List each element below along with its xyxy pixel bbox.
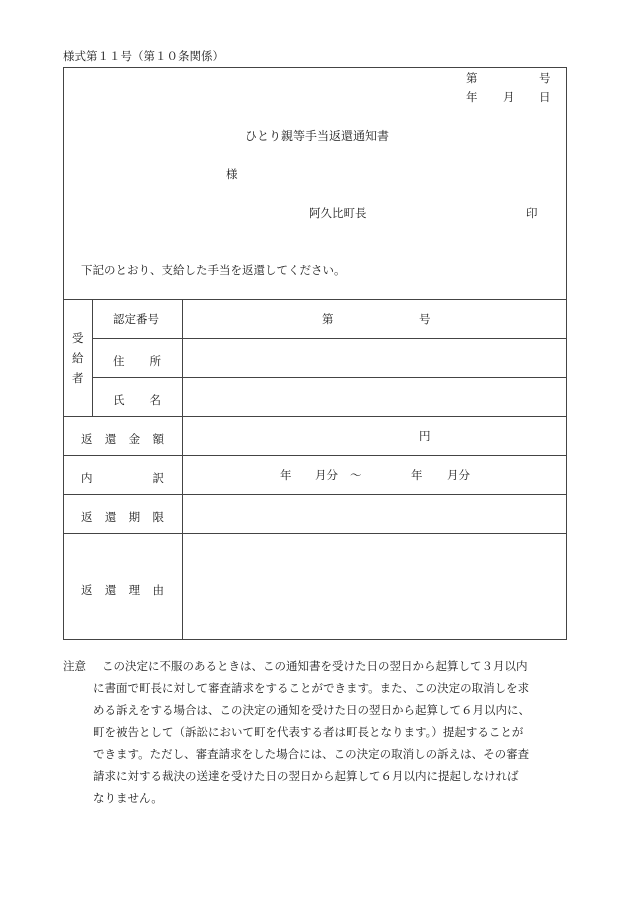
reason-label-char-2: 還 <box>104 583 117 597</box>
deadline-label-char-4: 限 <box>152 510 164 524</box>
breakdown-label-char-1: 内 <box>81 471 93 485</box>
breakdown-label <box>81 470 164 486</box>
amount-label-char-3: 金 <box>128 432 141 446</box>
amount-label <box>81 431 164 447</box>
row-line-3 <box>63 416 567 417</box>
breakdown-tilde: ～ <box>350 468 362 482</box>
breakdown-to-year: 年 <box>411 468 423 482</box>
breakdown-from-month: 月分 <box>315 468 338 482</box>
reason-label-char-4: 由 <box>152 583 164 597</box>
row-line-1 <box>92 338 567 339</box>
form-label: 様式第１１号（第１０条関係） <box>63 49 224 63</box>
notes-line-6: 請求に対する裁決の送達を受けた日の翌日から起算して６月以内に提起しなければ <box>93 769 519 783</box>
recipient-group-char-3: 者 <box>72 371 84 385</box>
reason-label-char-3: 理 <box>128 583 141 597</box>
breakdown-from-year: 年 <box>280 468 292 482</box>
deadline-label-char-1: 返 <box>81 510 93 524</box>
date-year: 年 <box>466 90 478 104</box>
address-label-char-2: 所 <box>149 354 161 368</box>
notes-line-7: なりません。 <box>93 791 163 805</box>
deadline-label <box>81 509 164 525</box>
issuer-name: 阿久比町長 <box>309 206 367 220</box>
row-line-6 <box>63 533 567 534</box>
notes-line-5: できます。ただし、審査請求をした場合には、この決定の取消しの訴えは、その審査 <box>93 747 530 761</box>
recipient-honorific: 様 <box>226 167 238 181</box>
date-day: 日 <box>539 90 551 104</box>
row-line-5 <box>63 494 567 495</box>
number-prefix: 第 <box>466 71 478 85</box>
cert-number-suffix: 号 <box>419 312 431 326</box>
address-label <box>113 353 161 369</box>
label-divider <box>182 299 183 640</box>
name-label <box>113 392 161 408</box>
cert-number-prefix: 第 <box>322 312 334 326</box>
cert-number-label: 認定番号 <box>113 312 159 326</box>
breakdown-to-month: 月分 <box>447 468 470 482</box>
row-line-2 <box>92 377 567 378</box>
notes-line-3: める訴えをする場合は、この決定の通知を受けた日の翌日から起算して６月以内に、 <box>93 703 530 717</box>
reason-label <box>81 582 164 598</box>
address-label-char-1: 住 <box>113 354 125 368</box>
seal-mark: 印 <box>526 206 538 220</box>
amount-label-char-2: 還 <box>104 432 117 446</box>
amount-label-char-4: 額 <box>152 432 164 446</box>
name-label-char-2: 名 <box>149 393 161 407</box>
deadline-label-char-3: 期 <box>128 510 141 524</box>
amount-unit: 円 <box>419 429 431 443</box>
notes-line-4: 町を被告として（訴訟において町を代表する者は町長となります。）提起することが <box>93 725 524 739</box>
number-suffix: 号 <box>539 71 551 85</box>
date-month: 月 <box>503 90 515 104</box>
reason-label-char-1: 返 <box>81 583 93 597</box>
group-divider <box>92 299 93 416</box>
notes-line-1: この決定に不服のあるときは、この通知書を受けた日の翌日から起算して３月以内 <box>102 659 528 673</box>
name-label-char-1: 氏 <box>113 393 125 407</box>
intro-text: 下記のとおり、支給した手当を返還してください。 <box>81 263 346 277</box>
notes-line-2: に書面で町長に対して審査請求をすることができます。また、この決定の取消しを求 <box>93 681 530 695</box>
table-top-line <box>63 299 567 300</box>
document-title: ひとり親等手当返還通知書 <box>245 129 390 143</box>
recipient-group-char-2: 給 <box>72 351 84 365</box>
amount-label-char-1: 返 <box>81 432 93 446</box>
notes-body <box>93 655 573 809</box>
breakdown-label-char-2: 訳 <box>152 471 164 485</box>
notes-label: 注意 <box>63 659 86 673</box>
deadline-label-char-2: 還 <box>104 510 117 524</box>
recipient-group-char-1: 受 <box>72 331 84 345</box>
row-line-4 <box>63 455 567 456</box>
